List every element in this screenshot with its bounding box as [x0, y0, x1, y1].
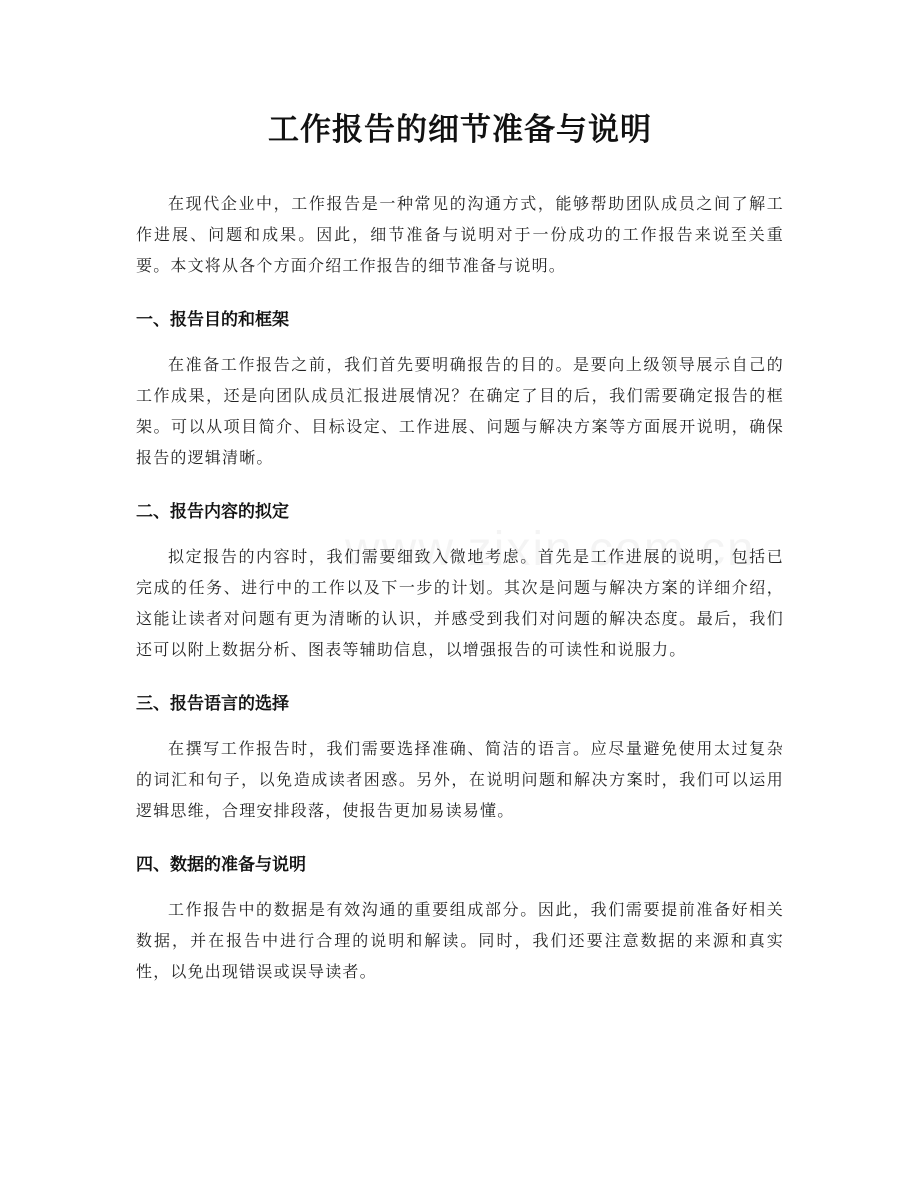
section-data — [136, 852, 784, 987]
intro-paragraph: 在现代企业中，工作报告是一种常见的沟通方式，能够帮助团队成员之间了解工作进展、问题和成果。因此，细节准备与说明对于一份成功的工作报告来说至关重要。本文将从各个方面介绍工作报告的细节准备与说明。 — [136, 194, 784, 275]
section-heading: 四、数据的准备与说明 — [136, 855, 306, 875]
section-paragraph: 在撰写工作报告时，我们需要选择准确、简洁的语言。应尽量避免使用太过复杂的词汇和句子，以免造成读者困惑。另外，在说明问题和解决方案时，我们可以运用逻辑思维，合理安排段落，使报告更加易读易懂。 — [136, 739, 784, 820]
section-content — [136, 499, 784, 665]
section-purpose — [136, 307, 784, 473]
document-title: 工作报告的细节准备与说明 — [268, 112, 652, 148]
section-paragraph: 在准备工作报告之前，我们首先要明确报告的目的。是要向上级领导展示自己的工作成果，还是向团队成员汇报进展情况？在确定了目的后，我们需要确定报告的框架。可以从项目简介、目标设定、工作进展、问题与解决方案等方面展开说明，确保报告的逻辑清晰。 — [136, 355, 784, 467]
section-heading: 一、报告目的和框架 — [136, 310, 289, 330]
section-heading: 三、报告语言的选择 — [136, 694, 289, 714]
section-paragraph: 拟定报告的内容时，我们需要细致入微地考虑。首先是工作进展的说明，包括已完成的任务、进行中的工作以及下一步的计划。其次是问题与解决方案的详细介绍，这能让读者对问题有更为清晰的认识，并感受到我们对问题的解决态度。最后，我们还可以附上数据分析、图表等辅助信息，以增强报告的可读性和说服力。 — [136, 547, 784, 659]
section-language — [136, 691, 784, 826]
section-heading: 二、报告内容的拟定 — [136, 502, 289, 522]
section-paragraph: 工作报告中的数据是有效沟通的重要组成部分。因此，我们需要提前准备好相关数据，并在报告中进行合理的说明和解读。同时，我们还要注意数据的来源和真实性，以免出现错误或误导读者。 — [136, 900, 784, 981]
